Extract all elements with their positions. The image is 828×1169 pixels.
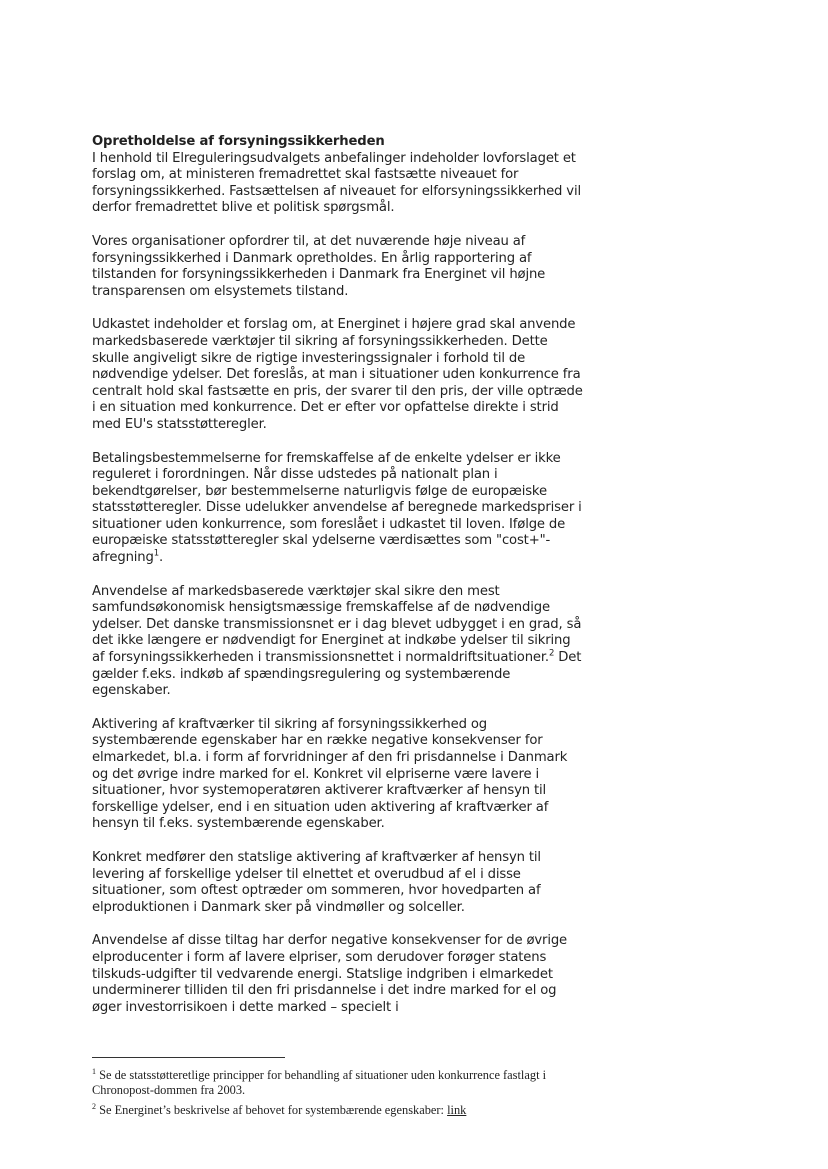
- body-text: [92, 134, 586, 1033]
- footnote-2-link[interactable]: link: [447, 1102, 467, 1117]
- footnotes: [92, 1064, 592, 1118]
- paragraph-6: Aktivering af kraftværker til sikring af forsyningssikkerhed og systembærende egenskaber har en række negative konsekvenser for elmarkedet, bl.a. i form af forvridninger af den fri prisdannelse i Danmark og det øvrige indre marked for el. Konkret vil elpriserne være lavere i situationer, hvor systemoperatøren aktiverer kraftværker af hensyn til forskellige ydelser, end i en situation uden aktivering af kraftværker af hensyn til f.eks. systembærende egenskaber.: [92, 716, 568, 832]
- paragraph-8: Anvendelse af disse tiltag har derfor negative konsekvenser for de øvrige elproducenter i form af lavere elpriser, som derudover forøger statens tilskuds-udgifter til vedvarende energi. Statslige indgriben i elmarkedet underminerer tilliden til den fri prisdannelse i det indre marked for el og øger investorrisikoen i dette marked – specielt i: [92, 933, 568, 1015]
- paragraph-5-suffix: Det gælder f.eks. indkøb af spændingsregulering og systembærende egenskaber.: [92, 650, 582, 699]
- paragraph-7: Konkret medfører den statslige aktivering af kraftværker af hensyn til levering af forskellige ydelser til elnettet et overudbud af el i disse situationer, som oftest optræder om sommeren, hvor hovedparten af elproduktionen i Danmark sker på vindmøller og solceller.: [92, 849, 541, 915]
- paragraph-4-text: Betalingsbestemmelserne for fremskaffelse af de enkelte ydelser er ikke reguleret i forordningen. Når disse udstedes på nationalt plan i bekendtgørelser, bør bestemmelserne naturligvis følge de europæiske statsstøtteregler. Disse udelukker anvendelse af beregnede markedspriser i situationer uden konkurrence, som foreslået i udkastet til loven. Ifølge de europæiske statsstøtteregler skal ydelserne værdisættes som "cost+"-afregning: [92, 450, 582, 566]
- paragraph-4: [92, 451, 586, 567]
- footnote-separator: [92, 1057, 285, 1058]
- paragraph-4-suffix: .: [159, 550, 164, 566]
- footnote-1: [92, 1064, 592, 1099]
- footnote-1-number: 1: [92, 1067, 96, 1076]
- section-heading: Opretholdelse af forsyningssikkerheden: [92, 134, 385, 149]
- paragraph-5: [92, 584, 586, 700]
- footnote-2: [92, 1099, 592, 1118]
- paragraph-5-text: Anvendelse af markedsbaserede værktøjer skal sikre den mest samfundsøkonomisk hensigtsmæssige fremskaffelse af de nødvendige ydelser. Det danske transmissionsnet er i dag blevet udbygget i en grad, så det ikke længere er nødvendigt for Energinet at indkøbe ydelser til sikring af forsyningssikkerheden i transmissionsnettet i normaldriftsituationer.: [92, 583, 582, 666]
- paragraph-2: Vores organisationer opfordrer til, at det nuværende høje niveau af forsyningssikkerhed i Danmark opretholdes. En årlig rapportering af tilstanden for forsyningssikkerheden i Danmark fra Energinet vil højne transparensen om elsystemets tilstand.: [92, 233, 546, 299]
- footnote-2-text: Se Energinet’s beskrivelse af behovet for systembærende egenskaber:: [96, 1102, 448, 1117]
- paragraph-1: I henhold til Elreguleringsudvalgets anbefalinger indeholder lovforslaget et forslag om, at ministeren fremadrettet skal fastsætte niveauet for forsyningssikkerhed. Fastsættelsen af niveauet for elforsyningssikkerhed vil derfor fremadrettet blive et politisk spørgsmål.: [92, 150, 581, 216]
- footnote-ref-2[interactable]: 2: [548, 648, 555, 659]
- footnote-ref-1[interactable]: 1: [153, 548, 160, 559]
- footnote-2-number: 2: [92, 1101, 96, 1111]
- paragraph-3: Udkastet indeholder et forslag om, at Energinet i højere grad skal anvende markedsbaserede værktøjer til sikring af forsyningssikkerheden. Dette skulle angiveligt sikre de rigtige investeringssignaler i forhold til de nødvendige ydelser. Det foreslås, at man i situationer uden konkurrence fra centralt hold skal fastsætte en pris, der svarer til den pris, der ville optræde i en situation med konkurrence. Det er efter vor opfattelse direkte i strid med EU's statsstøtteregler.: [92, 317, 583, 432]
- footnote-1-text: Se de statsstøtteretlige principper for behandling af situationer uden konkurrence fastlagt i Chronopost-dommen fra 2003.: [92, 1068, 547, 1098]
